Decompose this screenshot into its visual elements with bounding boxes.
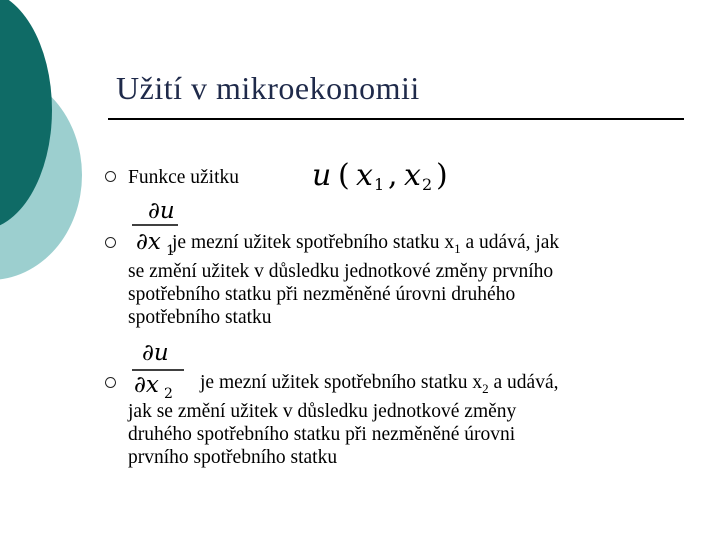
bullet-icon [105,171,116,182]
text-line: spotřebního statku [128,306,272,328]
frac-numerator: ∂u [142,340,169,366]
formula-sub2: 2 [422,175,433,194]
frac-denominator: ∂x [134,372,159,398]
formula-open-paren: ( [338,158,350,193]
text-line: prvního spotřebního statku [128,446,338,468]
title-divider [108,118,684,120]
frac-numerator: ∂u [148,198,175,224]
utility-function-formula [308,156,468,196]
formula-close-paren: ) [436,158,448,193]
text-line: spotřebního statku při nezměněné úrovni druhého [128,283,516,305]
formula-var1: x [356,158,373,193]
text-line: jak se změní užitek v důsledku jednotkové změny [128,400,517,422]
slide-title: Užití v mikroekonomii [116,70,420,106]
bullet-icon [105,237,116,248]
text-line: se změní užitek v důsledku jednotkové změny prvního [128,260,554,282]
formula-comma: , [388,158,398,193]
text-line: druhého spotřebního statku při nezměněné úrovni [128,423,516,445]
utility-function-label: Funkce užitku [128,167,240,188]
frac-denominator-sub: 1 [166,243,175,258]
marginal-utility-x2-text: je mezní užitek spotřebního statku $x_2$ a udává, jak se změní užitek v důsledku jednotkové změny druhého spotřebního statku při nezměněné úrovni prvního spotřebního statku [128,371,688,469]
decorative-circles [0,0,120,300]
bullet-icon [105,377,116,388]
frac-denominator-sub: 2 [164,386,173,398]
formula-fn: u [312,158,332,193]
frac-denominator: ∂x [136,229,161,255]
formula-sub1: 1 [374,175,385,194]
formula-var2: x [404,158,421,193]
marginal-utility-x1-text: je mezní užitek spotřebního statku $x_1$ a udává, jak se změní užitek v důsledku jednotkové změny prvního spotřebního statku při nezměněné úrovni druhého spotřebního statku [128,231,688,329]
